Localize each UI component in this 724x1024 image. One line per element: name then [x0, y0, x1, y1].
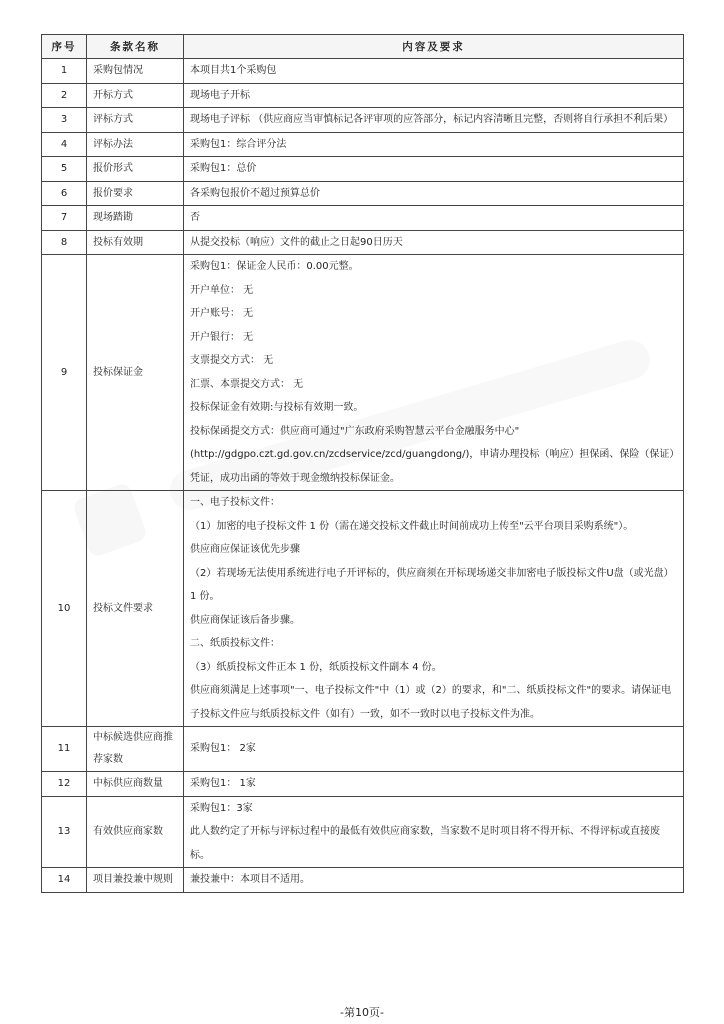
table-row	[42, 772, 684, 797]
table-row	[42, 727, 684, 772]
item-name: 采购包情况	[87, 59, 184, 84]
page-number: -第10页-	[340, 1006, 384, 1019]
item-name: 中标候选供应商推荐家数	[87, 727, 184, 772]
content-line: 采购包1：总价	[190, 163, 257, 174]
content-line: 各采购包报价不超过预算总价	[190, 187, 320, 199]
item-name: 现场踏勘	[87, 206, 184, 231]
table-row	[42, 59, 684, 84]
content-line: 二、纸质投标文件：	[190, 638, 280, 649]
content-line: 开户单位： 无	[190, 284, 254, 296]
item-content	[184, 83, 684, 108]
table-row	[42, 255, 684, 491]
row-number: 8	[42, 230, 87, 255]
content-line: 现场电子开标	[190, 89, 250, 101]
table-header-row	[42, 35, 684, 59]
row-number: 5	[42, 157, 87, 182]
content-line: 本项目共1个采购包	[190, 65, 277, 76]
row-number: 10	[42, 491, 87, 727]
content-line: （3）纸质投标文件正本 1 份，纸质投标文件副本 4 份。	[190, 661, 442, 673]
content-line: 采购包1：保证金人民币：0.00元整。	[190, 261, 359, 272]
row-number: 2	[42, 83, 87, 108]
row-number: 1	[42, 59, 87, 84]
content-line: 开户账号： 无	[190, 308, 254, 319]
item-name: 项目兼投兼中规则	[87, 868, 184, 893]
row-number: 4	[42, 132, 87, 157]
item-content	[184, 868, 684, 893]
item-content	[184, 59, 684, 84]
item-name: 有效供应商家数	[87, 796, 184, 868]
content-line: 现场电子评标 （供应商应当审慎标记各评审项的应答部分，标记内容清晰且完整，否则将自行承担不利后果）	[190, 114, 674, 125]
content-line: 采购包1： 2家	[190, 743, 256, 755]
content-line: 此人数约定了开标与评标过程中的最低有效供应商家数，当家数不足时项目将不得开标、不得评标或直接废标。	[190, 826, 660, 861]
header-content: 内容及要求	[184, 35, 684, 59]
row-number: 14	[42, 868, 87, 893]
item-name: 中标供应商数量	[87, 772, 184, 797]
content-line: 采购包1：综合评分法	[190, 138, 287, 150]
table-row	[42, 796, 684, 868]
content-line: 一、电子投标文件：	[190, 497, 280, 508]
item-name: 评标方式	[87, 108, 184, 133]
item-content	[184, 255, 684, 491]
content-line: 兼投兼中：本项目不适用。	[190, 874, 310, 885]
content-line: 采购包1： 1家	[190, 778, 256, 789]
content-line: 支票提交方式： 无	[190, 355, 274, 366]
row-number: 7	[42, 206, 87, 231]
table-row	[42, 108, 684, 133]
item-content	[184, 796, 684, 868]
row-number: 6	[42, 181, 87, 206]
item-name: 投标文件要求	[87, 491, 184, 727]
content-line: 否	[190, 212, 200, 223]
content-line: 投标保证金有效期:与投标有效期一致。	[190, 402, 364, 413]
table-row	[42, 230, 684, 255]
item-content	[184, 491, 684, 727]
item-name: 报价要求	[87, 181, 184, 206]
table-row	[42, 83, 684, 108]
requirements-table	[41, 34, 684, 893]
item-content	[184, 108, 684, 133]
content-line: 供应商须满足上述事项"一、电子投标文件"中（1）或（2）的要求，和"二、纸质投标文件"的要求。请保证电子投标文件应与纸质投标文件（如有）一致，如不一致时以电子投标文件为准。	[190, 685, 672, 720]
row-number: 13	[42, 796, 87, 868]
item-name: 投标有效期	[87, 230, 184, 255]
content-line: 投标保函提交方式：供应商可通过"广东政府采购智慧云平台金融服务中心"(http://gdgpo.czt.gd.gov.cn/zcdservice/zcd/guangdong/)，申请办理投标（响应）担保函、保险（保证）凭证，成功出函的等效于现金缴纳投标保证金。	[190, 425, 675, 484]
item-content	[184, 206, 684, 231]
content-line: 采购包1：3家	[190, 802, 253, 814]
item-content	[184, 132, 684, 157]
content-line: 开户银行： 无	[190, 331, 254, 343]
content-line: 供应商保证该后备步骤。	[190, 614, 300, 626]
item-content	[184, 772, 684, 797]
table-row	[42, 132, 684, 157]
content-line: （1）加密的电子投标文件 1 份（需在递交投标文件截止时间前成功上传至"云平台项目采购系统"）。	[190, 520, 634, 532]
item-content	[184, 157, 684, 182]
item-content	[184, 230, 684, 255]
content-line: 供应商应保证该优先步骤	[190, 544, 300, 555]
item-content	[184, 181, 684, 206]
row-number: 9	[42, 255, 87, 491]
row-number: 11	[42, 727, 87, 772]
table-row	[42, 157, 684, 182]
row-number: 12	[42, 772, 87, 797]
table-row	[42, 206, 684, 231]
item-name: 评标办法	[87, 132, 184, 157]
item-name: 报价形式	[87, 157, 184, 182]
item-content	[184, 727, 684, 772]
table-row	[42, 491, 684, 727]
content-line: 汇票、本票提交方式： 无	[190, 378, 304, 390]
row-number: 3	[42, 108, 87, 133]
table-row	[42, 181, 684, 206]
content-line: 从提交投标（响应）文件的截止之日起90日历天	[190, 236, 403, 248]
header-no: 序号	[42, 35, 87, 59]
item-name: 投标保证金	[87, 255, 184, 491]
content-line: （2）若现场无法使用系统进行电子开评标的，供应商须在开标现场递交非加密电子版投标文件U盘（或光盘） 1 份。	[190, 567, 674, 602]
table-row	[42, 868, 684, 893]
item-name: 开标方式	[87, 83, 184, 108]
header-item: 条款名称	[87, 35, 184, 59]
